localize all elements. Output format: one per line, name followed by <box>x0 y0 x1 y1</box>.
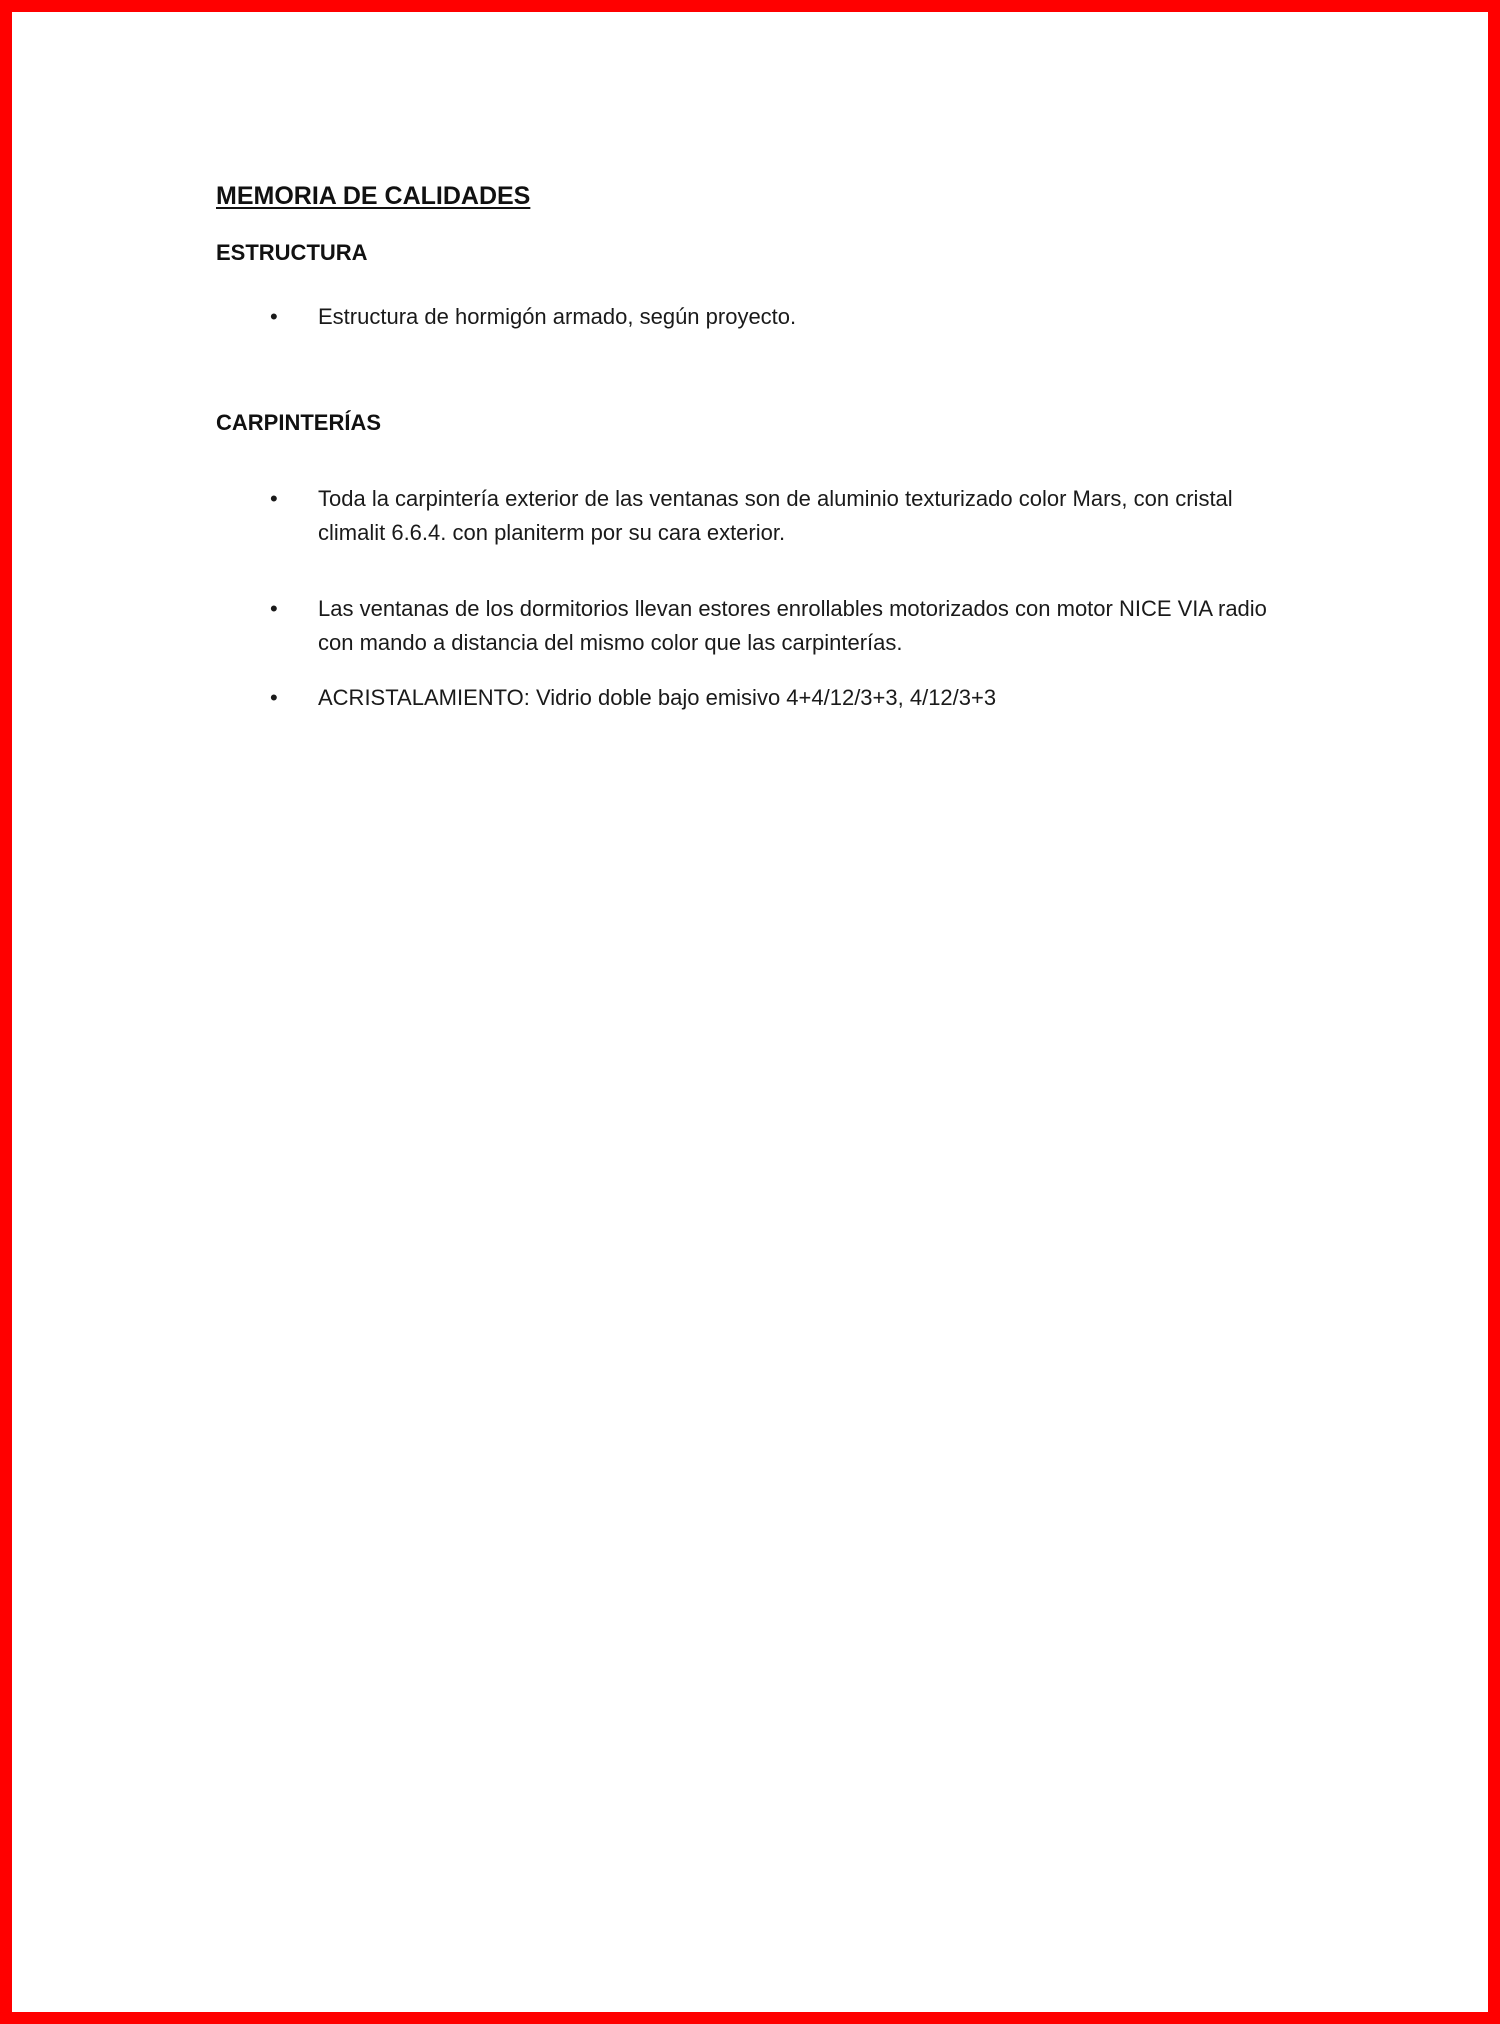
list-item-text: Las ventanas de los dormitorios llevan estores enrollables motorizados con motor NICE VIA radio con mando a distancia del mismo color que las carpinterías. <box>318 596 1267 655</box>
list-item-text: Toda la carpintería exterior de las ventanas son de aluminio texturizado color Mars, con cristal climalit 6.6.4. con planiterm por su cara exterior. <box>318 486 1233 545</box>
bullet-icon: • <box>270 486 278 511</box>
section-heading-carpinterias: CARPINTERÍAS <box>216 410 382 435</box>
document-title: MEMORIA DE CALIDADES <box>216 182 531 210</box>
bullet-icon: • <box>270 596 278 621</box>
section-heading-estructura: ESTRUCTURA <box>216 240 368 265</box>
bullet-icon: • <box>270 304 278 329</box>
list-item-text: ACRISTALAMIENTO: Vidrio doble bajo emisivo 4+4/12/3+3, 4/12/3+3 <box>318 685 997 710</box>
list-item-text: Estructura de hormigón armado, según proyecto. <box>318 304 797 329</box>
bullet-icon: • <box>270 685 278 710</box>
